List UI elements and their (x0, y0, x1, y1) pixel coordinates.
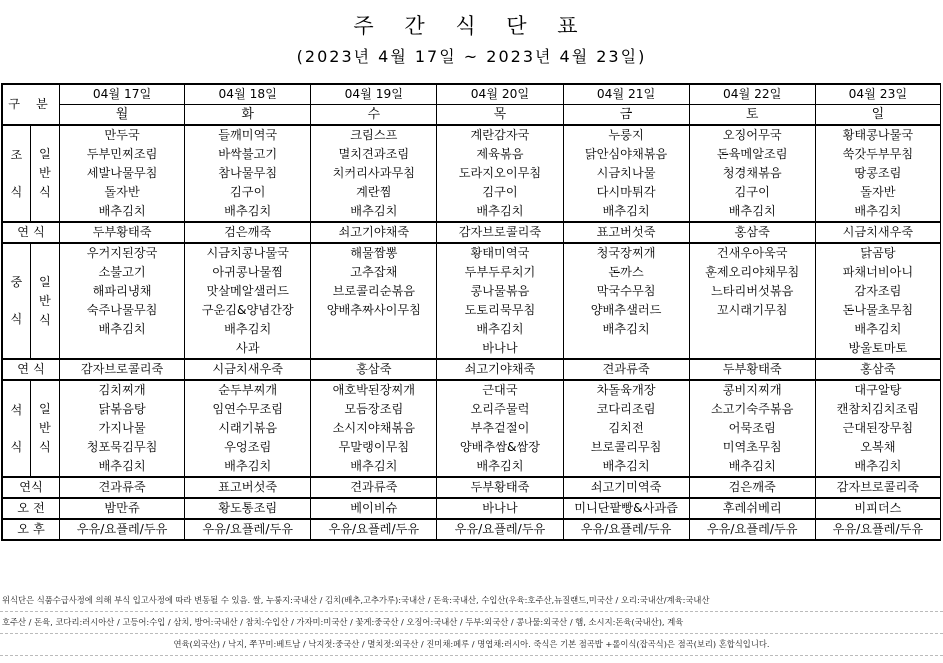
porridge-item: 두부황태죽 (60, 222, 185, 243)
porridge-item: 두부황태죽 (437, 477, 563, 498)
date-header: 04월 18일 (185, 84, 311, 105)
menu-item: 배추김치 (815, 457, 940, 477)
menu-item: 브로콜리순볶음 (311, 282, 437, 301)
menu-item: 배추김치 (563, 202, 689, 222)
menu-item: 아귀콩나물찜 (185, 263, 311, 282)
label-char: 식 (38, 185, 51, 199)
menu-item: 막국수무침 (563, 282, 689, 301)
general-diet-label (30, 125, 59, 222)
menu-item: 미역초무침 (689, 438, 815, 457)
menu-item: 브로콜리무침 (563, 438, 689, 457)
menu-item: 배추김치 (689, 202, 815, 222)
menu-item: 다시마튀각 (563, 183, 689, 202)
menu-item: 돈육메알조림 (689, 145, 815, 164)
menu-item (60, 339, 185, 359)
porridge-item: 감자브로콜리죽 (437, 222, 563, 243)
menu-item: 배추김치 (60, 320, 185, 339)
menu-item: 해물짬뽕 (311, 243, 437, 263)
menu-item: 계란감자국 (437, 125, 563, 145)
menu-item: 우엉조림 (185, 438, 311, 457)
porridge-item: 쇠고기야채죽 (437, 359, 563, 380)
porridge-item: 감자브로콜리죽 (815, 477, 940, 498)
menu-item: 돌자반 (60, 183, 185, 202)
menu-item: 배추김치 (437, 202, 563, 222)
note-line: 연육(외국산) / 낙지, 쭈꾸미:베트남 / 낙지젓:중국산 / 멸치젓:외국산 / 진미채:페루 / 명엽채:러시아. 죽식은 기본 점곡밥 +롤이식(잡곡식)은 점곡(보리) 혼합식입니다. (0, 634, 943, 656)
menu-item: 느타리버섯볶음 (689, 282, 815, 301)
date-header: 04월 19일 (311, 84, 437, 105)
date-header: 04월 21일 (563, 84, 689, 105)
label-char: 일 (38, 402, 51, 416)
general-diet-label (30, 243, 59, 359)
menu-item: 세발나물무침 (60, 164, 185, 183)
porridge-item: 쇠고기미역죽 (563, 477, 689, 498)
menu-item: 김구이 (689, 183, 815, 202)
weekly-menu-table (1, 83, 941, 541)
menu-item: 들깨미역국 (185, 125, 311, 145)
menu-item: 배추김치 (60, 457, 185, 477)
menu-item: 시금치콩나물국 (185, 243, 311, 263)
menu-item: 도라지오이무침 (437, 164, 563, 183)
label-char: 중 (10, 275, 23, 289)
menu-item: 감자조림 (815, 282, 940, 301)
menu-item: 닭볶음탕 (60, 400, 185, 419)
menu-item: 배추김치 (185, 202, 311, 222)
menu-item (689, 339, 815, 359)
porridge-item: 견과류죽 (311, 477, 437, 498)
morning-snack-item: 바나나 (437, 498, 563, 519)
menu-item: 가지나물 (60, 419, 185, 438)
menu-item: 오복채 (815, 438, 940, 457)
menu-item: 소불고기 (60, 263, 185, 282)
date-header: 04월 17일 (60, 84, 185, 105)
lunch-label (2, 243, 30, 359)
menu-item: 소고기숙주볶음 (689, 400, 815, 419)
label-char: 석 (10, 402, 23, 417)
menu-item (563, 339, 689, 359)
porridge-item: 표고버섯죽 (185, 477, 311, 498)
menu-item: 배추김치 (311, 457, 437, 477)
menu-item: 소시지야채볶음 (311, 419, 437, 438)
menu-item: 두부두루치기 (437, 263, 563, 282)
porridge-item: 검은깨죽 (185, 222, 311, 243)
porridge-item: 홍삼죽 (689, 222, 815, 243)
menu-item: 캔참치김치조림 (815, 400, 940, 419)
menu-item: 배추김치 (185, 320, 311, 339)
label-char: 반 (38, 293, 51, 308)
menu-item: 돈나물초무침 (815, 301, 940, 320)
menu-item: 콩나물볶음 (437, 282, 563, 301)
date-range: (2023년 4월 17일 ~ 2023년 4월 23일) (296, 47, 647, 66)
menu-item: 시래기볶음 (185, 419, 311, 438)
menu-item: 황태미역국 (437, 243, 563, 263)
porridge-label: 연식 (2, 477, 60, 498)
date-header: 04월 20일 (437, 84, 563, 105)
menu-item: 순두부찌개 (185, 380, 311, 400)
menu-item: 애호박된장찌개 (311, 380, 437, 400)
menu-item: 배추김치 (185, 457, 311, 477)
menu-item: 해파리냉채 (60, 282, 185, 301)
header-label: 구 분 (2, 84, 60, 125)
date-header: 04월 23일 (815, 84, 940, 105)
day-header: 금 (563, 105, 689, 126)
label-char: 일 (38, 274, 51, 289)
porridge-item: 시금치새우죽 (185, 359, 311, 380)
porridge-item: 시금치새우죽 (815, 222, 940, 243)
menu-item: 배추김치 (437, 320, 563, 339)
menu-item: 참나물무침 (185, 164, 311, 183)
day-header: 수 (311, 105, 437, 126)
morning-snack-item: 베이비슈 (311, 498, 437, 519)
day-header: 토 (689, 105, 815, 126)
menu-item: 대구알탕 (815, 380, 940, 400)
label-char: 식 (10, 312, 23, 326)
label-char: 식 (38, 312, 51, 327)
menu-item: 두부민찌조림 (60, 145, 185, 164)
menu-item: 꼬시래기무침 (689, 301, 815, 320)
menu-item: 구운김&양념간장 (185, 301, 311, 320)
afternoon-snack-item: 우유/요플레/두유 (437, 519, 563, 540)
afternoon-snack-item: 우유/요플레/두유 (311, 519, 437, 540)
menu-item: 어묵조림 (689, 419, 815, 438)
menu-item: 땅콩조림 (815, 164, 940, 183)
afternoon-snack-item: 우유/요플레/두유 (689, 519, 815, 540)
porridge-item: 두부황태죽 (689, 359, 815, 380)
menu-item: 무말랭이무침 (311, 438, 437, 457)
menu-item: 바나나 (437, 339, 563, 359)
label-char: 일 (38, 147, 51, 161)
porridge-label: 연 식 (2, 359, 60, 380)
menu-item: 차돌육개장 (563, 380, 689, 400)
day-header: 월 (60, 105, 185, 126)
menu-item: 쑥갓두부무침 (815, 145, 940, 164)
menu-item: 배추김치 (311, 202, 437, 222)
menu-item: 배추김치 (815, 202, 940, 222)
menu-item: 청국장찌개 (563, 243, 689, 263)
menu-item: 고추잡채 (311, 263, 437, 282)
note-line: 호주산 / 돈육, 코다리:러시아산 / 고등어:수입 / 삼치, 방어:국내산 / 참치:수입산 / 가자미:미국산 / 꽃게:중국산 / 오징어:국내산 / 두부:외국산 / 콩나물:외국산 / 햄, 소시지:돈육(국내산), 계육 (0, 612, 943, 634)
label-char: 식 (10, 184, 23, 199)
morning-snack-item: 밤만쥬 (60, 498, 185, 519)
menu-item: 닭곰탕 (815, 243, 940, 263)
menu-item: 근대국 (437, 380, 563, 400)
afternoon-snack-label: 오 후 (2, 519, 60, 540)
afternoon-snack-item: 우유/요플레/두유 (563, 519, 689, 540)
dinner-label (2, 380, 30, 477)
porridge-item: 검은깨죽 (689, 477, 815, 498)
porridge-label: 연 식 (2, 222, 60, 243)
menu-item: 바싹불고기 (185, 145, 311, 164)
menu-item: 크림스프 (311, 125, 437, 145)
menu-item: 모듬장조림 (311, 400, 437, 419)
menu-item: 배추김치 (60, 202, 185, 222)
menu-item: 김치전 (563, 419, 689, 438)
breakfast-label (2, 125, 30, 222)
porridge-item: 홍삼죽 (311, 359, 437, 380)
afternoon-snack-item: 우유/요플레/두유 (60, 519, 185, 540)
porridge-item: 견과류죽 (60, 477, 185, 498)
menu-item (311, 339, 437, 359)
menu-item: 부추겉절이 (437, 419, 563, 438)
morning-snack-item: 비피더스 (815, 498, 940, 519)
menu-item: 치커리사과무침 (311, 164, 437, 183)
menu-item: 배추김치 (689, 457, 815, 477)
morning-snack-item: 후레쉬베리 (689, 498, 815, 519)
menu-item: 배추김치 (563, 320, 689, 339)
menu-item: 사과 (185, 339, 311, 359)
porridge-item: 표고버섯죽 (563, 222, 689, 243)
menu-item: 청포묵김무침 (60, 438, 185, 457)
menu-item: 임연수무조림 (185, 400, 311, 419)
menu-item: 오징어무국 (689, 125, 815, 145)
day-header: 화 (185, 105, 311, 126)
afternoon-snack-item: 우유/요플레/두유 (815, 519, 940, 540)
menu-item: 만두국 (60, 125, 185, 145)
menu-item: 방울토마토 (815, 339, 940, 359)
date-header: 04월 22일 (689, 84, 815, 105)
morning-snack-item: 황도통조림 (185, 498, 311, 519)
menu-item: 건새우아욱국 (689, 243, 815, 263)
menu-item: 시금치나물 (563, 164, 689, 183)
afternoon-snack-item: 우유/요플레/두유 (185, 519, 311, 540)
porridge-item: 견과류죽 (563, 359, 689, 380)
menu-item: 멸치견과조림 (311, 145, 437, 164)
menu-item: 누룽지 (563, 125, 689, 145)
menu-item: 우거지된장국 (60, 243, 185, 263)
porridge-item: 쇠고기야채죽 (311, 222, 437, 243)
menu-item: 파채너비아니 (815, 263, 940, 282)
menu-item: 콩비지찌개 (689, 380, 815, 400)
label-char: 식 (10, 439, 23, 454)
page-title: 주 간 식 단 표 (353, 14, 590, 38)
menu-item: 도토리묵무침 (437, 301, 563, 320)
day-header: 목 (437, 105, 563, 126)
label-char: 조 (10, 147, 23, 162)
menu-item: 코다리조림 (563, 400, 689, 419)
porridge-item: 감자브로콜리죽 (60, 359, 185, 380)
notes (0, 590, 943, 656)
menu-item: 근대된장무침 (815, 419, 940, 438)
menu-item: 숙주나물무침 (60, 301, 185, 320)
menu-item: 배추김치 (563, 457, 689, 477)
menu-item: 계란찜 (311, 183, 437, 202)
menu-item (311, 320, 437, 339)
label-char: 식 (38, 440, 51, 454)
label-char: 반 (38, 421, 51, 435)
menu-item (689, 320, 815, 339)
note-line: 위식단은 식품수급사정에 의해 부식 입고사정에 따라 변동될 수 있음. 쌀, 누룽지:국내산 / 김치(배추,고추가루):국내산 / 돈육:국내산, 수입산(우육:호주산,뉴질랜드,미국산 / 오리:국내산/계육:국내산 (0, 590, 943, 612)
menu-item: 닭안심야채볶음 (563, 145, 689, 164)
menu-item: 양배추샐러드 (563, 301, 689, 320)
menu-item: 청경채볶음 (689, 164, 815, 183)
day-header: 일 (815, 105, 940, 126)
menu-item: 배추김치 (815, 320, 940, 339)
menu-item: 제육볶음 (437, 145, 563, 164)
menu-item: 훈제오리야채무침 (689, 263, 815, 282)
morning-snack-label: 오 전 (2, 498, 60, 519)
morning-snack-item: 미니단팥빵&사과즙 (563, 498, 689, 519)
menu-item: 돌자반 (815, 183, 940, 202)
menu-item: 배추김치 (437, 457, 563, 477)
menu-item: 김구이 (437, 183, 563, 202)
label-char: 반 (38, 166, 51, 180)
menu-item: 양배추짜사이무침 (311, 301, 437, 320)
porridge-item: 홍삼죽 (815, 359, 940, 380)
menu-item: 김치찌개 (60, 380, 185, 400)
menu-item: 오리주물럭 (437, 400, 563, 419)
menu-item: 김구이 (185, 183, 311, 202)
menu-item: 황태콩나물국 (815, 125, 940, 145)
menu-item: 양배추쌈&쌈장 (437, 438, 563, 457)
menu-item: 맛살메알샐러드 (185, 282, 311, 301)
general-diet-label (30, 380, 59, 477)
menu-item: 돈까스 (563, 263, 689, 282)
